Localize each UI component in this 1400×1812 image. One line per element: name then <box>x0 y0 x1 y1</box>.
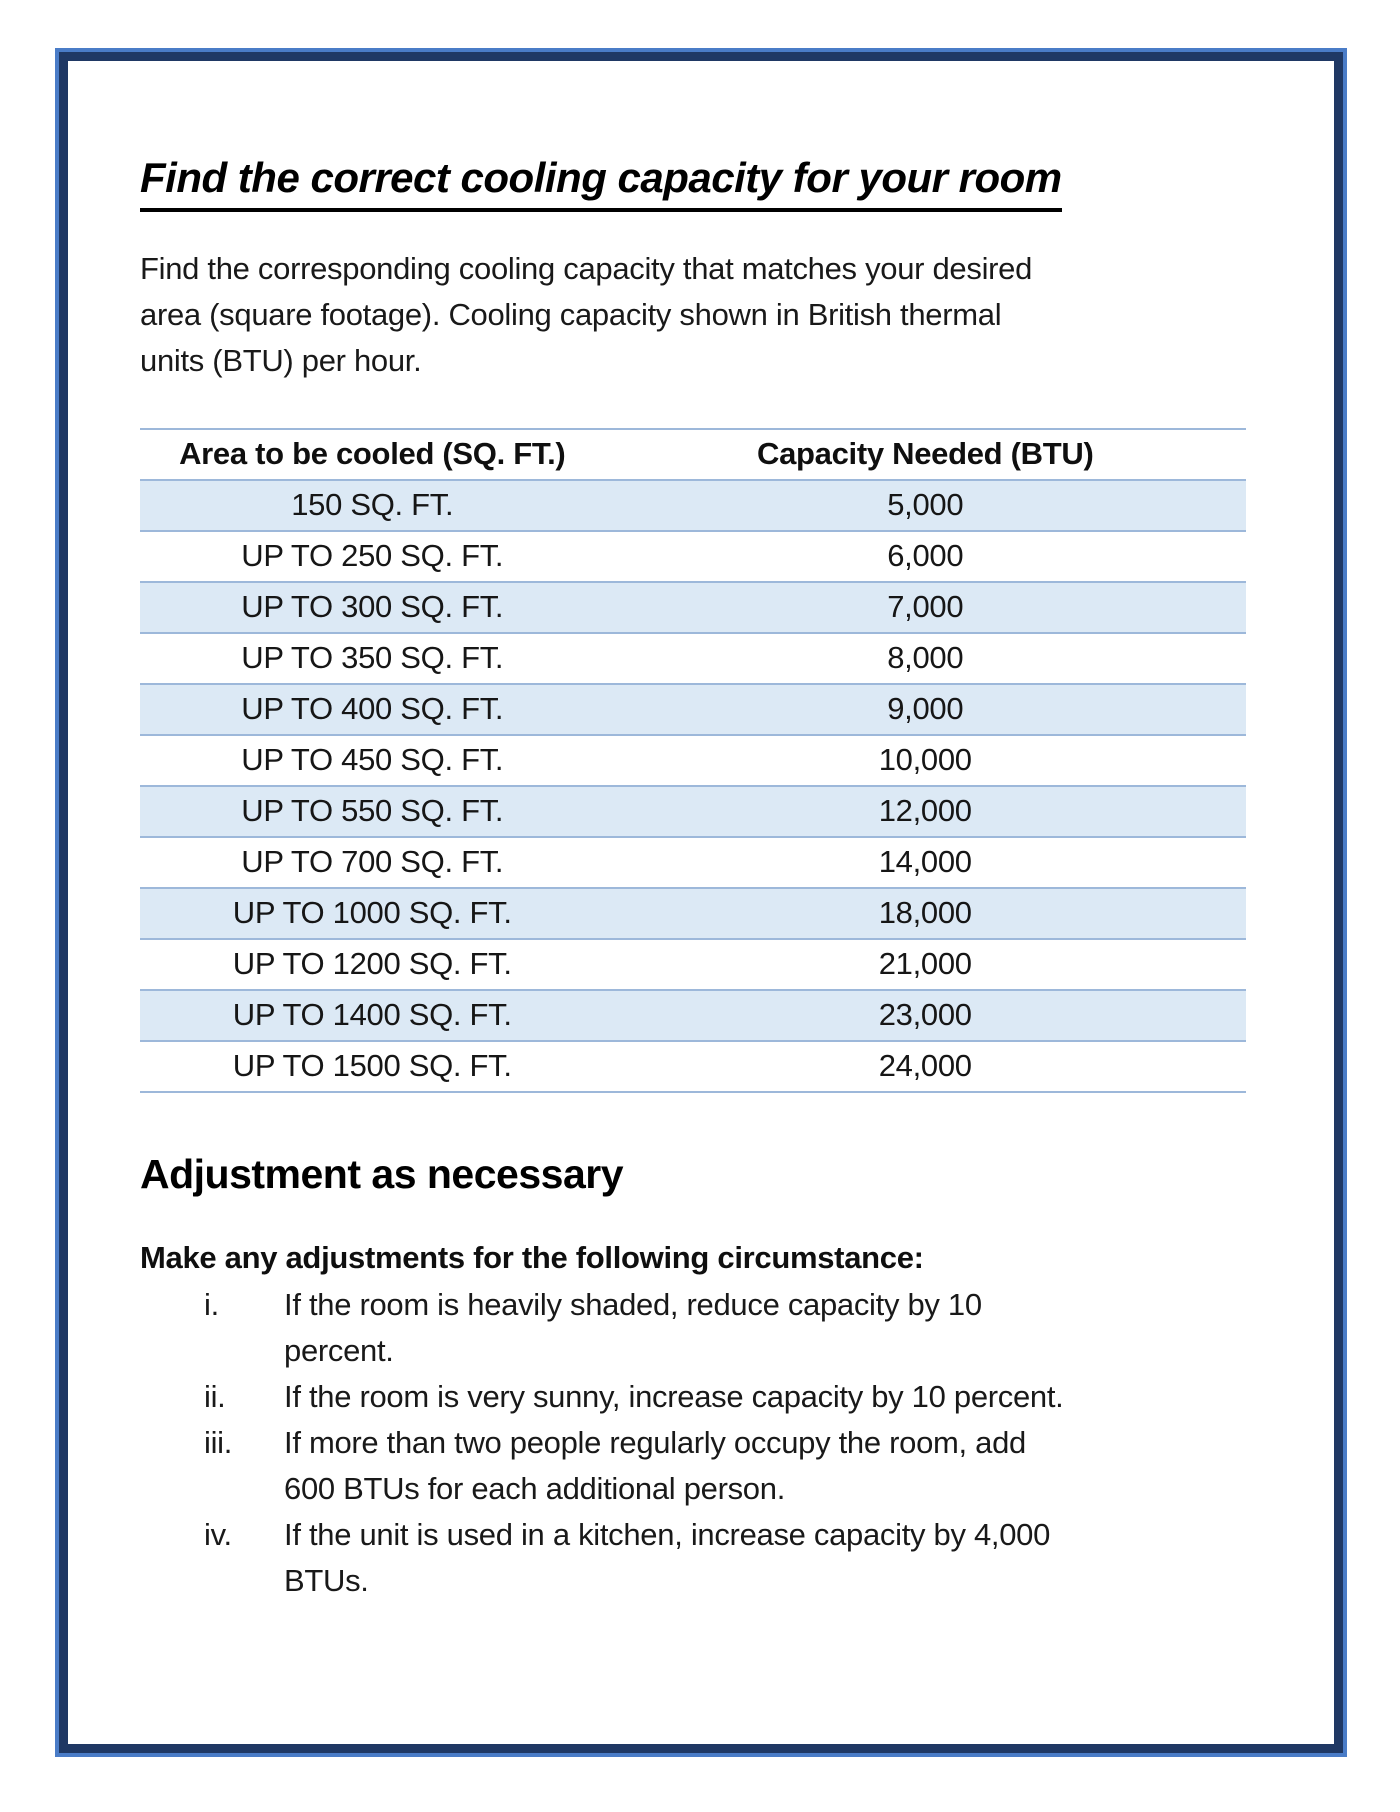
list-item-line: If more than two people regularly occupy the room, add <box>284 1424 1026 1460</box>
area-cell: UP TO 350 SQ. FT. <box>140 633 605 684</box>
table-row <box>140 582 1246 633</box>
page-border-inner <box>59 52 1343 1753</box>
adjustment-list <box>140 1282 1250 1604</box>
area-cell: UP TO 1200 SQ. FT. <box>140 939 605 990</box>
document-content <box>68 61 1334 1604</box>
list-item-line: If the room is very sunny, increase capacity by 10 percent. <box>284 1378 1064 1414</box>
page-border-frame <box>55 48 1347 1757</box>
table-row <box>140 735 1246 786</box>
list-item-text <box>284 1512 1250 1604</box>
list-item <box>140 1420 1250 1512</box>
capacity-cell: 10,000 <box>605 735 1246 786</box>
table-row <box>140 786 1246 837</box>
capacity-cell: 8,000 <box>605 633 1246 684</box>
intro-paragraph <box>140 246 1250 384</box>
table-header-row <box>140 429 1246 480</box>
intro-line: area (square footage). Cooling capacity shown in British thermal <box>140 296 1002 332</box>
table-row <box>140 888 1246 939</box>
area-cell: UP TO 550 SQ. FT. <box>140 786 605 837</box>
capacity-cell: 5,000 <box>605 480 1246 531</box>
list-item-text <box>284 1420 1250 1512</box>
list-marker: ii. <box>204 1378 226 1414</box>
capacity-cell: 21,000 <box>605 939 1246 990</box>
list-marker: i. <box>204 1286 219 1322</box>
capacity-cell: 6,000 <box>605 531 1246 582</box>
capacity-cell: 9,000 <box>605 684 1246 735</box>
table-row <box>140 684 1246 735</box>
capacity-cell: 24,000 <box>605 1041 1246 1092</box>
list-item <box>140 1512 1250 1604</box>
capacity-cell: 7,000 <box>605 582 1246 633</box>
area-cell: UP TO 250 SQ. FT. <box>140 531 605 582</box>
list-item-line: 600 BTUs for each additional person. <box>284 1470 786 1506</box>
list-marker: iii. <box>204 1424 233 1460</box>
table-row <box>140 939 1246 990</box>
area-cell: UP TO 400 SQ. FT. <box>140 684 605 735</box>
list-item-text <box>284 1374 1250 1420</box>
area-cell: UP TO 1000 SQ. FT. <box>140 888 605 939</box>
list-item-line: percent. <box>284 1332 394 1368</box>
capacity-cell: 14,000 <box>605 837 1246 888</box>
area-cell: UP TO 300 SQ. FT. <box>140 582 605 633</box>
adjustment-lead: Make any adjustments for the following circumstance: <box>140 1239 924 1275</box>
list-item-line: BTUs. <box>284 1562 369 1598</box>
table-header-capacity: Capacity Needed (BTU) <box>605 429 1246 480</box>
intro-line: Find the corresponding cooling capacity that matches your desired <box>140 250 1033 286</box>
table-row <box>140 633 1246 684</box>
list-item <box>140 1374 1250 1420</box>
list-item-line: If the unit is used in a kitchen, increase capacity by 4,000 <box>284 1516 1051 1552</box>
capacity-cell: 12,000 <box>605 786 1246 837</box>
capacity-cell: 18,000 <box>605 888 1246 939</box>
list-marker: iv. <box>204 1516 232 1552</box>
list-item-line: If the room is heavily shaded, reduce capacity by 10 <box>284 1286 982 1322</box>
table-row <box>140 480 1246 531</box>
intro-line: units (BTU) per hour. <box>140 342 422 378</box>
adjustment-heading: Adjustment as necessary <box>140 1150 624 1197</box>
area-cell: UP TO 1400 SQ. FT. <box>140 990 605 1041</box>
area-cell: UP TO 450 SQ. FT. <box>140 735 605 786</box>
table-row <box>140 990 1246 1041</box>
capacity-cell: 23,000 <box>605 990 1246 1041</box>
page-title: Find the correct cooling capacity for your room <box>140 153 1062 212</box>
table-row <box>140 1041 1246 1092</box>
capacity-table <box>140 428 1246 1093</box>
table-header-area: Area to be cooled (SQ. FT.) <box>140 429 605 480</box>
area-cell: UP TO 1500 SQ. FT. <box>140 1041 605 1092</box>
list-item <box>140 1282 1250 1374</box>
list-item-text <box>284 1282 1250 1374</box>
table-row <box>140 531 1246 582</box>
area-cell: 150 SQ. FT. <box>140 480 605 531</box>
area-cell: UP TO 700 SQ. FT. <box>140 837 605 888</box>
table-row <box>140 837 1246 888</box>
